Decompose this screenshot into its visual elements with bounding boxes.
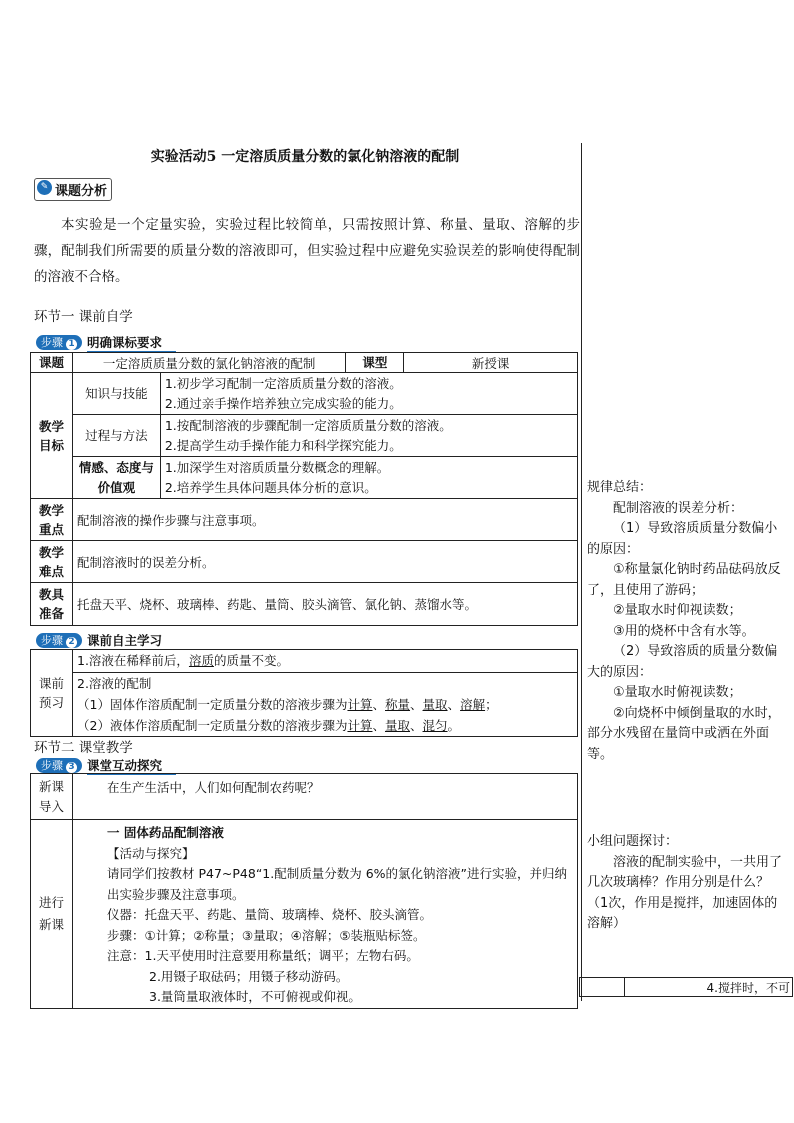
- step-2-header: [36, 631, 176, 650]
- difficulty-value: 配制溶液时的误差分析。: [72, 541, 577, 583]
- step-3-pill: 步骤 3: [36, 758, 82, 773]
- step-1-header: [36, 333, 176, 352]
- curriculum-table: [30, 352, 578, 626]
- analysis-badge-label: 课题分析: [55, 184, 108, 199]
- goal-name-knowledge: 知识与技能: [72, 373, 160, 415]
- key-label: 教学重点: [31, 499, 73, 541]
- step-2-pill: 步骤 2: [36, 633, 82, 648]
- new-lesson-content: [73, 820, 578, 1009]
- preview-table: [30, 649, 578, 737]
- note1: 注意：1.天平使用时注意要用称量纸；调平；左物右码。: [107, 948, 419, 963]
- goal-name-process: 过程与方法: [72, 415, 160, 457]
- intro-value: 在生产生活中，人们如何配制农药呢？: [73, 774, 578, 820]
- step-1-pill: 步骤 1: [36, 335, 82, 350]
- type-value: 新授课: [404, 353, 578, 373]
- goal-items-knowledge: 1.初步学习配制一定溶质质量分数的溶液。 2.通过亲手操作培养独立完成实验的能力。: [160, 373, 577, 415]
- note3: 3.量筒量取液体时，不可俯视或仰视。: [149, 989, 361, 1004]
- rule-summary: 规律总结： 配制溶液的误差分析： （1）导致溶质质量分数偏小的原因： ①称量氯化钠时药品砝码放反了，且使用了游码； ②量取水时仰视读数； ③用的烧杯中含有水等。 （2）导致溶质的质量分数偏大的原因： ①量取水时俯视读数； ②向烧杯中倾倒量取的水时，部分水残留在量筒中或洒在外面等。: [587, 480, 781, 762]
- book-icon: ✎: [37, 180, 52, 195]
- intro-label: 新课导入: [31, 774, 73, 820]
- goal-items-attitude: 1.加深学生对溶质质量分数概念的理解。 2.培养学生具体问题具体分析的意识。: [160, 457, 577, 499]
- step-3-label: 课堂互动探究: [87, 756, 176, 775]
- section-1-heading: 环节一 课前自学: [34, 309, 133, 325]
- analysis-paragraph: 本实验是一个定量实验，实验过程比较简单，只需按照计算、称量、量取、溶解的步骤，配制我们所需要的质量分数的溶液即可，但实验过程中应避免实验误差的影响使得配制的溶液不合格。: [34, 217, 580, 285]
- activity: 【活动与探究】: [107, 845, 195, 861]
- type-label: 课型: [346, 353, 404, 373]
- group-discussion: 小组问题探讨： 溶液的配制实验中，一共用了几次玻璃棒？作用分别是什么？（1次，作用是搅拌，加速固体的溶解）: [587, 834, 783, 931]
- key-value: 配制溶液的操作步骤与注意事项。: [72, 499, 577, 541]
- tools-value: 托盘天平、烧杯、玻璃棒、药匙、量筒、胶头滴管、氯化钠、蒸馏水等。: [72, 583, 577, 626]
- step-1-label: 明确课标要求: [87, 333, 176, 352]
- step-2-label: 课前自主学习: [87, 631, 176, 650]
- goals-label: 教学目标: [31, 373, 73, 499]
- heading: 一 固体药品配制溶液: [107, 825, 224, 840]
- new-lesson-label: 进行新课: [31, 820, 73, 1009]
- goal-items-process: 1.按配制溶液的步骤配制一定溶质质量分数的溶液。 2.提高学生动手操作能力和科学探究能力。: [160, 415, 577, 457]
- section-2-heading: 环节二 课堂教学: [34, 740, 133, 756]
- preview-label: 课前预习: [31, 650, 73, 737]
- classroom-table: [30, 773, 578, 1009]
- instruments: 仪器：托盘天平、药匙、量筒、玻璃棒、烧杯、胶头滴管。: [107, 907, 433, 922]
- steps: 步骤：①计算；②称量；③量取；④溶解；⑤装瓶贴标签。: [107, 927, 426, 943]
- difficulty-label: 教学难点: [31, 541, 73, 583]
- tools-label: 教具准备: [31, 583, 73, 626]
- note2: 2.用镊子取砝码；用镊子移动游码。: [149, 968, 349, 984]
- side-cut-table: 4.搅拌时，不可: [579, 977, 793, 997]
- analysis-badge: [34, 178, 112, 201]
- page-title: 实验活动5 一定溶质质量分数的氯化钠溶液的配制: [150, 149, 460, 165]
- column-divider: [581, 143, 582, 1001]
- preview-content: 1.溶液在稀释前后，溶质的质量不变。 2.溶液的配制 （1）固体作溶质配制一定质量分数的溶液步骤为计算、称量、量取、溶解； （2）液体作溶质配制一定质量分数的溶液步骤为计算、量取、混匀。: [73, 650, 578, 737]
- goal-name-attitude: 情感、态度与价值观: [72, 457, 160, 499]
- topic-value: 一定溶质质量分数的氯化钠溶液的配制: [72, 353, 345, 373]
- topic-label: 课题: [31, 353, 73, 373]
- p1: 请同学们按教材 P47~P48“1.配制质量分数为 6%的氯化钠溶液”进行实验，并归纳出实验步骤及注意事项。: [107, 866, 568, 902]
